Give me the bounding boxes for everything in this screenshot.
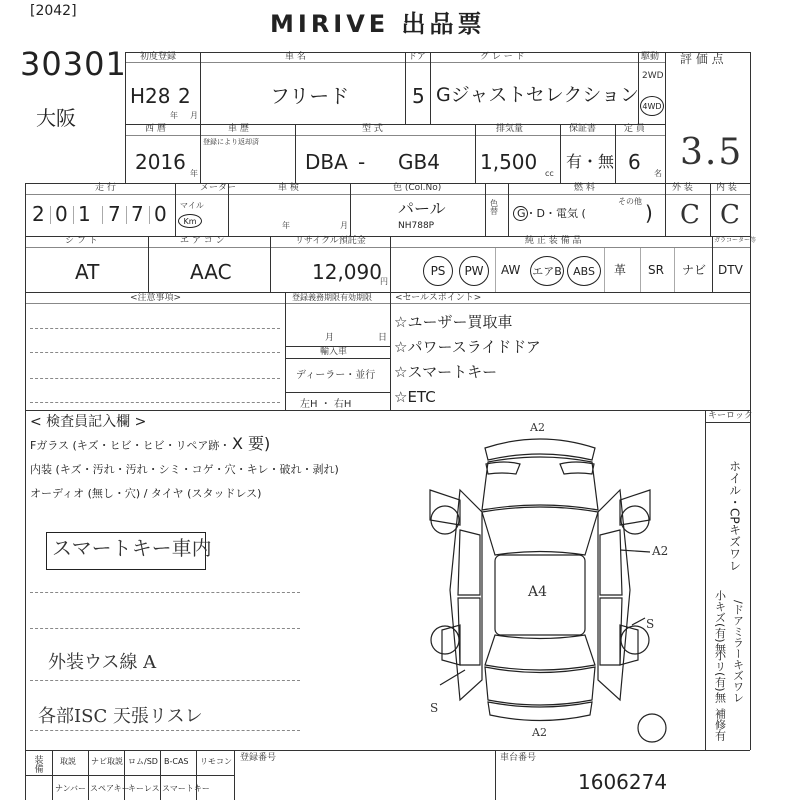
mark-right: A2	[652, 544, 669, 558]
km-circled: Km	[178, 214, 202, 228]
sales-point-3: ☆スマートキー	[394, 363, 498, 381]
mileage-digit-3: 1	[78, 202, 91, 226]
equip-aw: AW	[501, 263, 521, 277]
equip-navi: ナビ	[682, 263, 707, 277]
model-year: 2016	[135, 150, 186, 174]
grade-value: Gジャストセレクション	[436, 84, 640, 106]
equip-leather: 革	[614, 263, 627, 277]
dealer-parallel: ディーラー・並行	[296, 370, 376, 381]
mark-front: A2	[530, 421, 545, 434]
keylock-label: キーロック	[708, 411, 753, 421]
aircon-value: AAC	[190, 260, 232, 284]
drive-2wd: 2WD	[642, 71, 664, 81]
glass-mark: X 要)	[232, 434, 271, 453]
sales-point-1: ☆ユーザー買取車	[394, 313, 513, 331]
lot-number: 30301	[20, 45, 127, 83]
sidebar-vertical-2: 小キズ(有)無	[713, 590, 727, 654]
mileage-digit-4: 7	[108, 202, 121, 226]
chassis-number: 1606274	[578, 770, 668, 794]
displacement-value: 1,500	[480, 150, 538, 174]
exterior-grade: C	[680, 200, 700, 230]
interior-line: 内装 (キズ・汚れ・汚れ・シミ・コゲ・穴・キレ・破れ・剥れ)	[30, 463, 339, 476]
fuel-value: G・D・電気 (	[517, 207, 586, 220]
reg-number-label: 登録番号	[240, 753, 277, 763]
footer-side-label: 装備	[32, 755, 43, 773]
audio-line: オーディオ (無し・穴) / タイヤ (スタッドレス)	[30, 487, 262, 500]
chassis-label: 車台番号	[500, 753, 537, 763]
shift-value: AT	[75, 260, 100, 284]
first-reg-month: 2	[178, 84, 191, 108]
mark-rear: A2	[532, 726, 547, 739]
model-prefix: DBA	[305, 150, 348, 174]
recycle-fee: 12,090	[312, 260, 382, 284]
sales-point-4: ☆ETC	[394, 388, 436, 406]
car-name-label: 車 名	[285, 52, 306, 62]
reg-expiry-label: 登録義務期限有効期限	[292, 293, 372, 302]
caution-label: <注意事項>	[130, 293, 182, 303]
mark-rear-right: S	[646, 617, 655, 631]
door-label: ドア	[408, 52, 426, 62]
sales-label: <セールスポイント>	[395, 293, 482, 303]
equip-ps-circled: PS	[423, 256, 453, 286]
first-reg-era: H28	[130, 84, 171, 108]
capacity-value: 6	[628, 150, 641, 174]
first-reg-label: 初度登録	[140, 52, 177, 62]
handwritten-note-2: 外装ウス線 A	[48, 652, 157, 673]
equip-airbag-circled: エアB	[530, 256, 564, 286]
sheet-code: [2042]	[30, 3, 77, 19]
region-label: 大阪	[36, 106, 76, 130]
car-damage-diagram	[420, 421, 669, 740]
equip-dtv: DTV	[718, 263, 743, 277]
mark-rear-left: S	[430, 701, 439, 715]
model-code: GB4	[398, 150, 440, 174]
sidebar-vertical-4: 小リ(有)無	[713, 650, 727, 703]
interior-grade: C	[720, 200, 740, 230]
steering-side: 左H ・ 右H	[300, 399, 352, 410]
sales-point-2: ☆パワースライドドア	[394, 338, 541, 356]
color-value: パール	[398, 199, 446, 218]
equip-pw-circled: PW	[459, 256, 489, 286]
grade-label: グ レ ー ド	[480, 52, 525, 62]
equip-abs-circled: ABS	[567, 256, 601, 286]
mileage-digit-1: 2	[32, 202, 45, 226]
mileage-digit-2: 0	[55, 202, 68, 226]
sidebar-vertical-1: ホイル・CPキズワレ	[727, 460, 742, 572]
mileage-digit-6: 0	[154, 202, 167, 226]
sidebar-vertical-5: 補修有	[713, 708, 727, 741]
car-name-value: フリード	[270, 84, 350, 108]
handwritten-note-3: 各部ISC 天張リスレ	[38, 706, 203, 727]
sidebar-vertical-3: /ドアミラーキズワレ	[731, 600, 745, 703]
drive-label: 駆動	[641, 52, 660, 62]
inspector-label: < 検査員記入欄 >	[30, 414, 147, 430]
handwritten-note-1: スマートキー車内	[52, 536, 212, 560]
glass-line: Fガラス (キズ・ヒビ・ヒビ・リペア跡・	[30, 439, 231, 452]
import-label: 輸入車	[320, 347, 348, 357]
mileage-digit-5: 7	[131, 202, 144, 226]
score-value: 3.5	[680, 132, 744, 173]
warranty-value: 有・無	[566, 152, 615, 171]
color-code: NH788P	[398, 221, 435, 231]
equip-sr: SR	[648, 263, 664, 277]
score-label: 評 価 点	[680, 52, 724, 66]
sheet-title: MIRIVE 出品票	[270, 10, 486, 38]
mark-roof: A4	[528, 584, 548, 600]
drive-4wd-circled: 4WD	[640, 96, 664, 116]
door-count: 5	[412, 84, 425, 108]
